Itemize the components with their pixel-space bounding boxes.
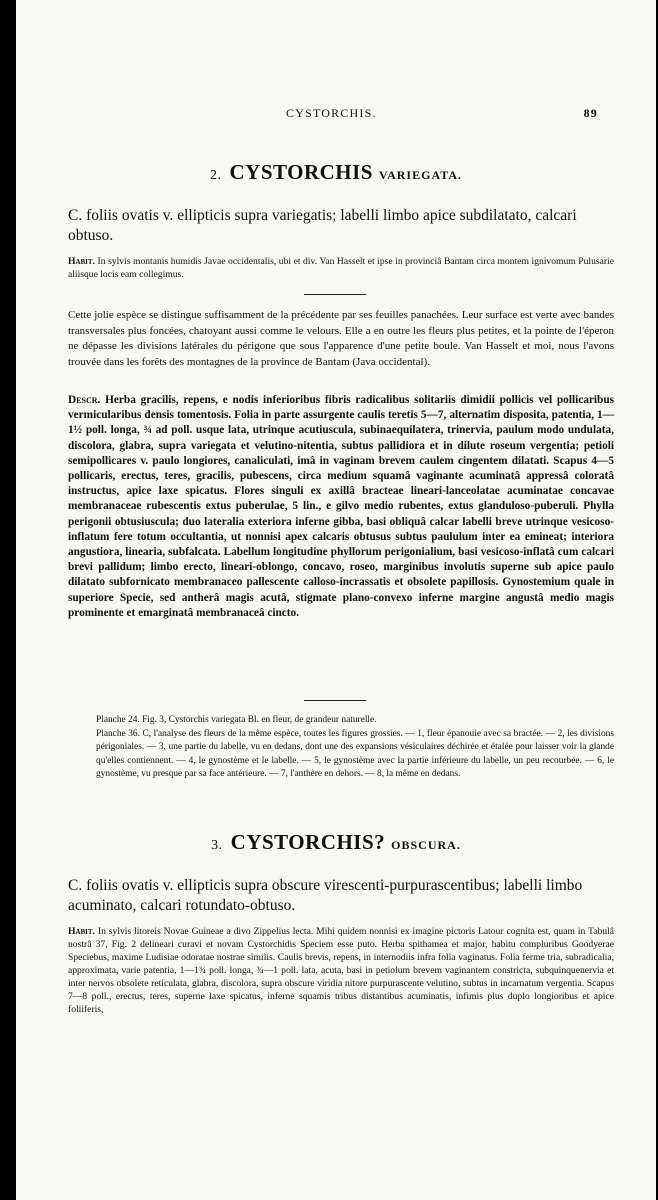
species-heading-variegata — [16, 160, 656, 185]
description-variegata — [68, 393, 614, 621]
genus-name: CYSTORCHIS? — [230, 830, 386, 854]
page-number: 89 — [583, 106, 598, 120]
species-number: 3. — [211, 838, 223, 853]
description-label: Descr. — [68, 394, 101, 406]
section-divider — [304, 700, 366, 701]
description-text: Herba gracilis, repens, e nodis inferioribus fibris radicalibus solitariis dimidii pollicis vel pollicaribus vermicularibus densis tomentosis. Folia in parte assurgente caulis teretis 5—7, alternatim disposita, patentia, 1—1½ poll. longa, ¾ ad poll. usque lata, utrinque acutiuscula, subinaequilatera, trinervia, paulum modo undulata, discolora, glabra, supra variegata et velutino-nitentia, subtus pallidiora et in dilute roseum vergentia; petioli semipollicares v. paulo longiores, canaliculati, imâ in vaginam brevem caulem cingentem dilatati. Scapus 4—5 pollicaris, erectus, teres, gracilis, pubescens, circa medium squamâ vaginante acuminatâ appressâ coloratâ instructus, apice laxe spicatus. Flores singuli ex axillâ bracteae lineari-lanceolatae acuminatae concavae membranaceae rubescentis extus puberulae, 5 lin., e gilvo medio rubentes, extus glanduloso-puberuli. Phylla perigonii obtusiuscula; duo lateralia exteriora inferne gibba, basi obliquâ calcar labelli breve utrinque vesicoso-inflatum fere totum occultantia, ut nonnisi apex calcaris obtusus subtus paululum inter ea emineat; interiora angustiora, linearia, subfalcata. Labellum longitudine phyllorum perigonialium, basi vesicoso-inflatâ cum calcari brevi pallidum; limbo erecto, lineari-oblongo, concavo, roseo, marginibus involutis superne sub apice paulo dilatato subfornicato membranaceo pallescente calloso-incrassatis et obsolete papillosis. Gynostemium quale in superiore Specie, sed antherâ magis acutâ, stigmate plano-convexo inferne margine angustâ medio magis prominente et emarginatâ membranaceâ cincto. — [68, 394, 615, 619]
habitat-label: Habit. — [68, 926, 95, 937]
diagnosis-obscura: C. foliis ovatis v. ellipticis supra obscure virescenti-purpurascentibus; labelli limbo acuminato, calcari rotundato-obtuso. — [68, 877, 583, 914]
plate-caption-24: Planche 24. Fig. 3, Cystorchis variegata Bl. en fleur, de grandeur naturelle. — [96, 715, 377, 725]
habitat-variegata — [68, 255, 614, 281]
habitat-label: Habit. — [68, 256, 95, 267]
habitat-obscura — [68, 925, 614, 1016]
species-epithet: VARIEGATA. — [378, 168, 462, 182]
plate-caption-36: Planche 36. C, l'analyse des fleurs de la même espèce, toutes les figures grossies. — 1, fleur épanouie avec sa bractée. — 2, les divisions périgoniales. — 3, une partie du labelle, vu en dedans, dont une des expansions vésiculaires déchirée et étalée pour laisser voir la glande qu'elles contiennent. — 4, le gynostème et le labelle. — 5, le gynostème avec la partie inférieure du labelle, un peu recourbée. — 6, le gynostème, vu presque par sa face antérieure. — 7, l'anthère en dehors. — 8, la même en dedans. — [96, 728, 614, 779]
habitat-text: In sylvis montanis humidis Javae occidentalis, ubi et div. Van Hasselt et ipse in provinciâ Bantam circa montem ignivomum Pulusarie aliisque locis eam collegimus. — [68, 256, 614, 280]
species-epithet: OBSCURA. — [391, 838, 461, 852]
species-number: 2. — [209, 168, 222, 183]
running-title: CYSTORCHIS. — [286, 106, 377, 120]
french-commentary-variegata: Cette jolie espèce se distingue suffisamment de la précédente par ses feuilles panachées. Leur surface est verte avec bandes transversales plus foncées, chatoyant aussi comme le velours. Elle a en outre les fleurs plus petites, et la pointe de l'éperon ne dépasse les divisions latérales du périgone que sous l'apparence d'une petite boule. Van Hasselt et moi, nous l'avons trouvée dans les forêts des montagnes de la province de Bantam (Java occidental). — [68, 309, 614, 368]
genus-name: CYSTORCHIS — [229, 160, 373, 184]
section-divider — [304, 294, 366, 295]
book-page — [16, 0, 656, 1200]
habitat-text: In sylvis litoreis Novae Guineae a divo Zippelius lecta. Mihi quidem nonnisi ex imagine pictoris Latour cognita est, quam in Tabulâ nostrâ 37, Fig. 2 delineari curavi et novam Cystorchidis Speciem esse puto. Herba spithamea et major, habitu compluribus Goodyerae Speciebus, maxime Ludisiae odoratae nostrae similis. Caulis brevis, repens, in internodiis infra folia vaginatus. Folia ferme tria, subradicalia, approximata, varie patentia, 1—1¾ poll. longa, ¾—1 poll. lata, acuta, basi in petiolum brevem vaginantem constricta, subquinquenervia et inter nervos obsolete reticulata, glabra, discolora, supra obscure viridia nitore purpurascente velutino, subtus in incarnatum vergentia. Scapus 7—8 poll., erectus, teres, superne laxe spicatus, inferne squamis tribus distantibus acuminatis, infimis plus duplo longioribus et apice foliiferis, — [68, 926, 614, 1015]
running-header — [16, 106, 656, 124]
species-heading-obscura — [16, 830, 656, 855]
plate-captions-variegata — [96, 714, 614, 782]
diagnosis-variegata: C. foliis ovatis v. ellipticis supra variegatis; labelli limbo apice subdilatato, calcari obtuso. — [68, 207, 577, 244]
